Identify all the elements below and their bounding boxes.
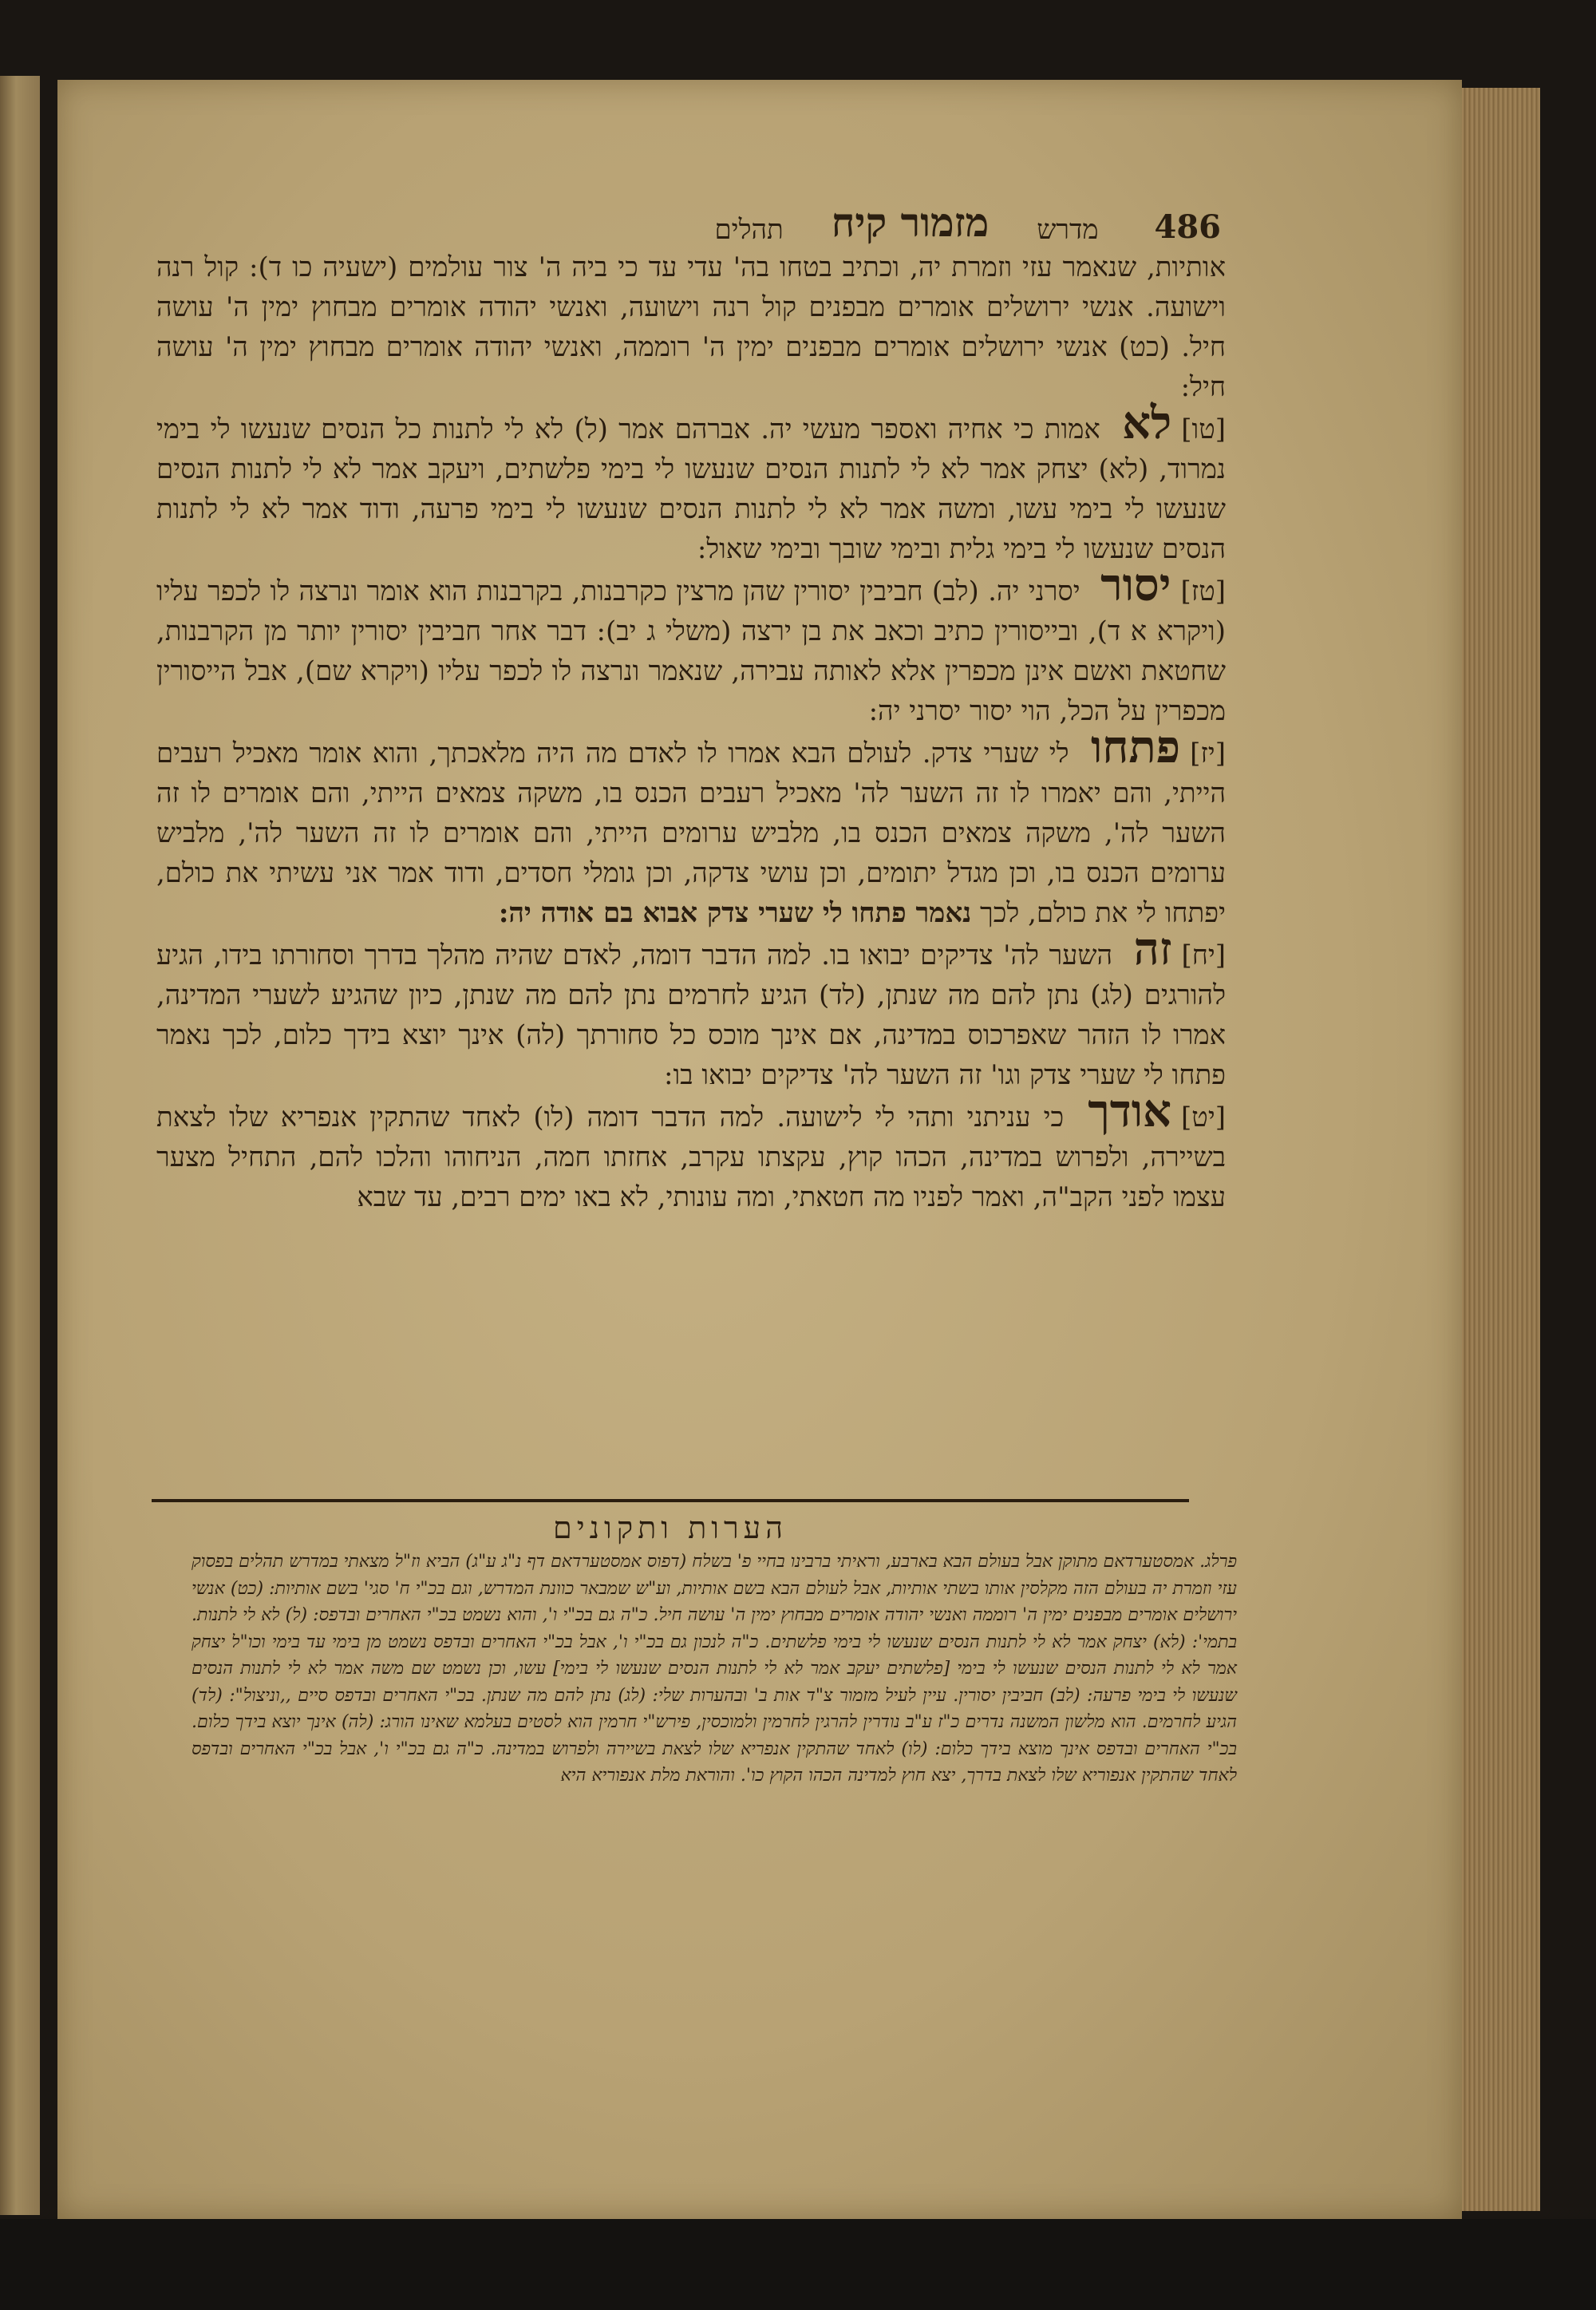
lead-word: לא [1122, 397, 1172, 449]
paragraph-16 [156, 559, 1226, 731]
page-header [160, 190, 1221, 246]
lead-word: זה [1133, 923, 1172, 975]
lead-word: אודך [1088, 1085, 1172, 1137]
notes-title: הערות ותקונים [553, 1510, 788, 1545]
header-title: מזמור קיח [831, 199, 990, 246]
lead-word: פתחו [1090, 721, 1181, 773]
paragraph-17 [156, 721, 1226, 933]
paragraph-number: [טז] [1180, 576, 1226, 607]
paragraph-text: כי עניתני ותהי לי לישועה. למה הדבר דומה (לו) לאחד שהתקין אנפריא שלו לצאת בשיירה, ולפרוש במדינה, הכהו קוץ, עקצתו עקרב, אחזתו חמה, הניחוהו והלכו להם, התחיל מצער עצמו לפני הקב"ה, ואמר לפניו מה חטאתי, ומה עונותי, לא באו ימים רבים, עד שבא [156, 1102, 1226, 1213]
intro-paragraph: אותיות, שנאמר עזי וזמרת יה, וכתיב בטחו בה' עדי עד כי ביה ה' צור עולמים (ישעיה כו ד): קול רנה וישועה. אנשי ירושלים אומרים מבפנים קול רנה וישועה, ואנשי יהודה אומרים מבחוץ ימין ה' עושה חיל. (כט) אנשי ירושלים אומרים מבפנים ימין ה' רוממה, ואנשי יהודה אומרים מבחוץ ימין ה' עושה חיל: [156, 251, 1226, 403]
paragraph-text: אמות כי אחיה ואספר מעשי יה. אברהם אמר (ל) לא לי לתנות כל הנסים שנעשו לי בימי נמרוד, (לא) יצחק אמר לא לי לתנות הנסים שנעשו לי בימי פלשתים, ויעקב אמר לא לי לתנות הנסים שנעשו לי בימי עשו, ומשה אמר לא לי לתנות הנסים שנעשו לי בימי פרעה, ודוד אמר לא לי לתנות הנסים שנעשו לי בימי גלית ובימי שובך ובימי שאול: [156, 413, 1226, 565]
background-bottom [0, 2219, 1596, 2310]
paragraph-closing: נאמר פתחו לי שערי צדק אבוא בם אודה יה: [498, 897, 972, 929]
paragraph-19 [156, 1085, 1226, 1217]
lead-word: יסור [1100, 559, 1171, 611]
paragraph-number: [יט] [1181, 1102, 1226, 1133]
header-right-word: תהלים [714, 214, 784, 246]
paragraph-text: לי שערי צדק. לעולם הבא אמרו לו לאדם מה היה מלאכתך, והוא אומר מאכיל רעבים הייתי, והם יאמרו לו זה השער לה' מאכיל רעבים הכנס בו, משקה צמאים הייתי, והם אומרים לו זה השער לה', משקה צמאים הכנס בו, מלביש ערומים הייתי, והם אומרים לו זה השער לה', מלביש ערומים הכנס בו, וכן מגדל יתומים, וכן עושי צדקה, וכן גומלי חסדים, ודוד אמר אני עשיתי את כולם, יפתחו לי את כולם, לכך [156, 738, 1226, 929]
left-page-edge [0, 76, 40, 2215]
header-left-word: מדרש [1037, 214, 1099, 246]
paragraph-number: [יז] [1190, 738, 1226, 769]
paragraph-number: [טו] [1181, 413, 1226, 445]
section-divider [152, 1499, 1189, 1502]
paragraph-text: השער לה' צדיקים יבואו בו. למה הדבר דומה, לאדם שהיה מהלך בדרך וסחורתו בידו, הגיע להורגים (לג) נתן להם מה שנתן, (לד) הגיע לחרמים נתן להם מה שנתן, כיון שהגיע לשערי המדינה, אמרו לו הזהר שאפרכוס במדינה, אם אינך מוכס כל סחורתך (לה) אינך יוצא בידך כלום, לכך נאמר פתחו לי שערי צדק וגו' זה השער לה' צדיקים יבואו בו: [156, 939, 1226, 1091]
page-number: 486 [1154, 208, 1221, 246]
paragraph-18 [156, 923, 1227, 1095]
paragraph-number: [יח] [1181, 939, 1227, 971]
paragraph-text: יסרני יה. (לב) חביבין יסורין שהן מרצין כקרבנות, בקרבנות הוא אומר ונרצה לו לכפר עליו (ויקרא א ד), ובייסורין כתיב וכאב את בן ירצה (משלי ג יב): דבר אחר חביבין יסורין יותר מן הקרבנות, שחטאת ואשם אינן מכפרין אלא לאותה עבירה, שנאמר ונרצה לו לכפר עליו (ויקרא שם), אבל הייסורין מכפרין על הכל, הוי יסור יסרני יה: [156, 576, 1226, 727]
main-text [156, 247, 1226, 1217]
notes-text: פרלג. אמסטערדאם מתוקן אבל בעולם הבא בארבע, וראיתי ברבינו בחיי פ' בשלח (דפוס אמסטערדאם דף נ"ג ע"ג) הביא וז"ל מצאתי במדרש תהלים בפסוק עזי וזמרת יה בעולם הזה מקלסין אותו בשתי אותיות, אבל לעולם הבא בשם אותיות, וע"ש שמבאר כוונת המדרש, וגם בכ"י ח' סגי' בשם אותיות: (כט) אנשי ירושלים אומרים מבפנים ימין ה' רוממה ואנשי יהודה אומרים מבחוץ ימין ה' עושה חיל. כ"ה גם בכ"י ו', והוא נשמט בכ"י האחרים ובדפס: (ל) לא לי לתנות. בתמי': (לא) יצחק אמר לא לי לתנות הנסים שנעשו לי בימי פלשתים. כ"ה לנכון גם בכ"י ו', אבל בכ"י האחרים ובדפס נשמט מן בימי עד בימי וכו"ל יצחק אמר לא לי לתנות הנסים שנעשו לי בימי [פלשתים יעקב אמר לא לי לתנות הנסים שנעשו לי בימי] עשו, וכן נשמט שם משה אמר לא לי לתנות הנסים שנעשו לי בימי פרעה: (לב) חביבין יסורין. עיין לעיל מזמור צ"ד אות ב' ובהערות שלי: (לג) נתן להם מה שנתן. בכ"י האחרים ובדפס סיים ,,וניצול": (לד) הגיע לחרמים. הוא מלשון המשנה נדרים כ"ז ע"ב נודרין להרגין לחרמין ולמוכסין, פירש"י חרמין הוא לסטים בעלמא שאינו הורג: (לה) אינך יוצא בידך כלום. בכ"י האחרים ובדפס אינך מוצא בידך כלום: (לו) לאחד שהתקין אנפריא שלו לצאת בשיירה ולפרוש במדינה. כ"ה גם בכ"י ו', אבל בכ"י האחרים ובדפס לאחד שהתקין אנפוריא שלו לצאת בדרך, יצא חוץ למדינה הכהו הקוץ כו'. והוראת מלת אנפוריא היא [192, 1552, 1238, 1786]
paragraph-15 [156, 397, 1226, 569]
